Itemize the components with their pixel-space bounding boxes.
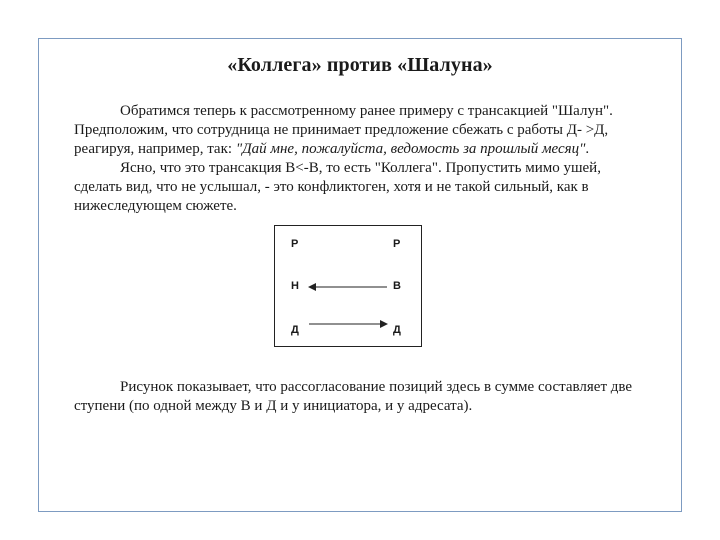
paragraph-1-line-2: Предположим, что сотрудница не принимает предложение сбежать с работы Д- >Д, xyxy=(74,122,609,138)
quote-end: . xyxy=(585,141,590,157)
paragraph-1 xyxy=(74,102,670,216)
left-label-child: Д xyxy=(291,324,299,336)
transaction-diagram xyxy=(274,225,422,347)
paragraph-2-line-2: ступени (по одной между В и Д и у инициатора, и у адресата). xyxy=(74,398,473,414)
right-label-parent: Р xyxy=(393,238,401,250)
left-label-adult: Н xyxy=(291,280,299,292)
paragraph-1-line-3 xyxy=(74,140,670,159)
paragraph-1-line-1: Обратимся теперь к рассмотренному ранее примеру с трансакцией "Шалун". xyxy=(120,103,613,119)
right-label-adult: В xyxy=(393,280,401,292)
quote-italic: "Дай мне, пожалуйста, ведомость за прошлый месяц" xyxy=(235,141,586,157)
paragraph-1-line-5: сделать вид, что не услышал, - это конфликтоген, хотя и не такой сильный, как в xyxy=(74,179,589,195)
paragraph-1-line-6: нижеследующем сюжете. xyxy=(74,198,237,214)
paragraph-2-line-1: Рисунок показывает, что рассогласование позиций здесь в сумме составляет две xyxy=(120,379,633,395)
slide-title: «Коллега» против «Шалуна» xyxy=(227,54,493,76)
left-label-parent: Р xyxy=(291,238,299,250)
right-label-child: Д xyxy=(393,324,401,336)
paragraph-2 xyxy=(74,378,670,416)
paragraph-1-line-4: Ясно, что это трансакция В<-В, то есть "Коллега". Пропустить мимо ушей, xyxy=(120,160,601,176)
paragraph-1-line-3-text: реагируя, например, так: xyxy=(74,141,236,157)
diagram-arrows xyxy=(275,226,423,348)
